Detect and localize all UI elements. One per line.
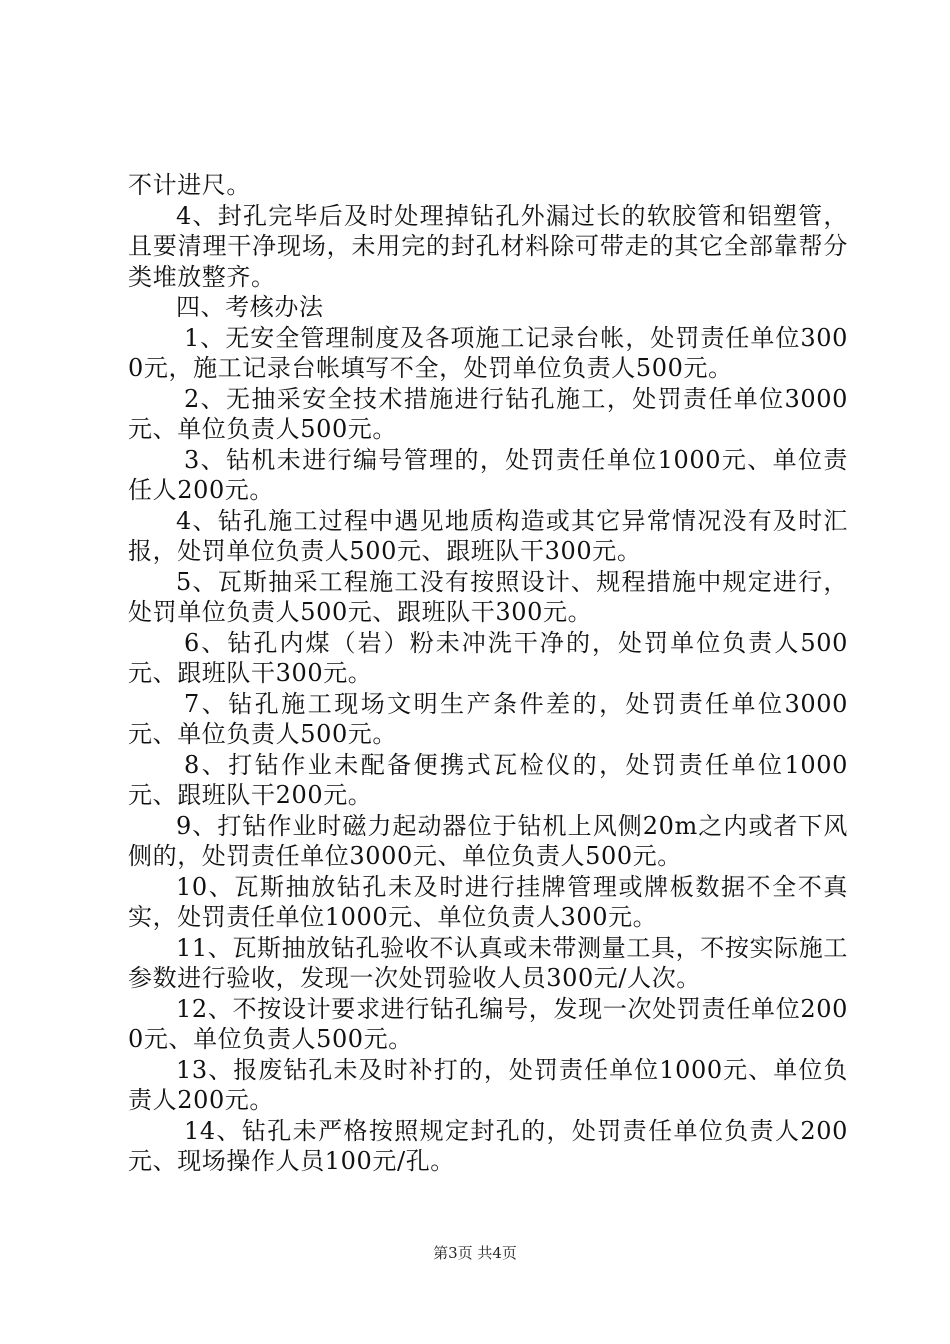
assessment-item-2: 2、无抽采安全技术措施进行钻孔施工，处罚责任单位3000元、单位负责人500元。 <box>128 384 848 443</box>
assessment-item-9: 9、打钻作业时磁力起动器位于钻机上风侧20m之内或者下风侧的，处罚责任单位3000元、单位负责人500元。 <box>128 811 848 870</box>
assessment-item-5: 5、瓦斯抽采工程施工没有按照设计、规程措施中规定进行，处罚单位负责人500元、跟班队干300元。 <box>128 567 848 626</box>
page-footer: 第3页 共4页 <box>433 1244 517 1262</box>
assessment-item-4: 4、钻孔施工过程中遇见地质构造或其它异常情况没有及时汇报，处罚单位负责人500元、跟班队干300元。 <box>128 506 848 565</box>
document-body <box>128 170 848 1177</box>
section-heading-assessment: 四、考核办法 <box>176 293 324 321</box>
assessment-item-12: 12、不按设计要求进行钻孔编号，发现一次处罚责任单位2000元、单位负责人500元。 <box>128 994 848 1053</box>
assessment-item-10: 10、瓦斯抽放钻孔未及时进行挂牌管理或牌板数据不全不真实，处罚责任单位1000元、单位负责人300元。 <box>128 872 848 931</box>
paragraph-continuation: 不计进尺。 <box>128 171 251 199</box>
assessment-item-11: 11、瓦斯抽放钻孔验收不认真或未带测量工具，不按实际施工参数进行验收，发现一次处罚验收人员300元/人次。 <box>128 933 848 992</box>
paragraph-item-4-sealing: 4、封孔完毕后及时处理掉钻孔外漏过长的软胶管和铝塑管，且要清理干净现场，未用完的封孔材料除可带走的其它全部靠帮分类堆放整齐。 <box>128 201 848 291</box>
assessment-item-13: 13、报废钻孔未及时补打的，处罚责任单位1000元、单位负责人200元。 <box>128 1055 848 1114</box>
assessment-item-3: 3、钻机未进行编号管理的，处罚责任单位1000元、单位责任人200元。 <box>128 445 848 504</box>
assessment-item-14: 14、钻孔未严格按照规定封孔的，处罚责任单位负责人200元、现场操作人员100元/孔。 <box>128 1116 848 1175</box>
assessment-item-1: 1、无安全管理制度及各项施工记录台帐，处罚责任单位3000元，施工记录台帐填写不全，处罚单位负责人500元。 <box>128 323 848 382</box>
assessment-item-6: 6、钻孔内煤（岩）粉未冲洗干净的，处罚单位负责人500元、跟班队干300元。 <box>128 628 848 687</box>
assessment-item-8: 8、打钻作业未配备便携式瓦检仪的，处罚责任单位1000元、跟班队干200元。 <box>128 750 848 809</box>
assessment-item-7: 7、钻孔施工现场文明生产条件差的，处罚责任单位3000元、单位负责人500元。 <box>128 689 848 748</box>
